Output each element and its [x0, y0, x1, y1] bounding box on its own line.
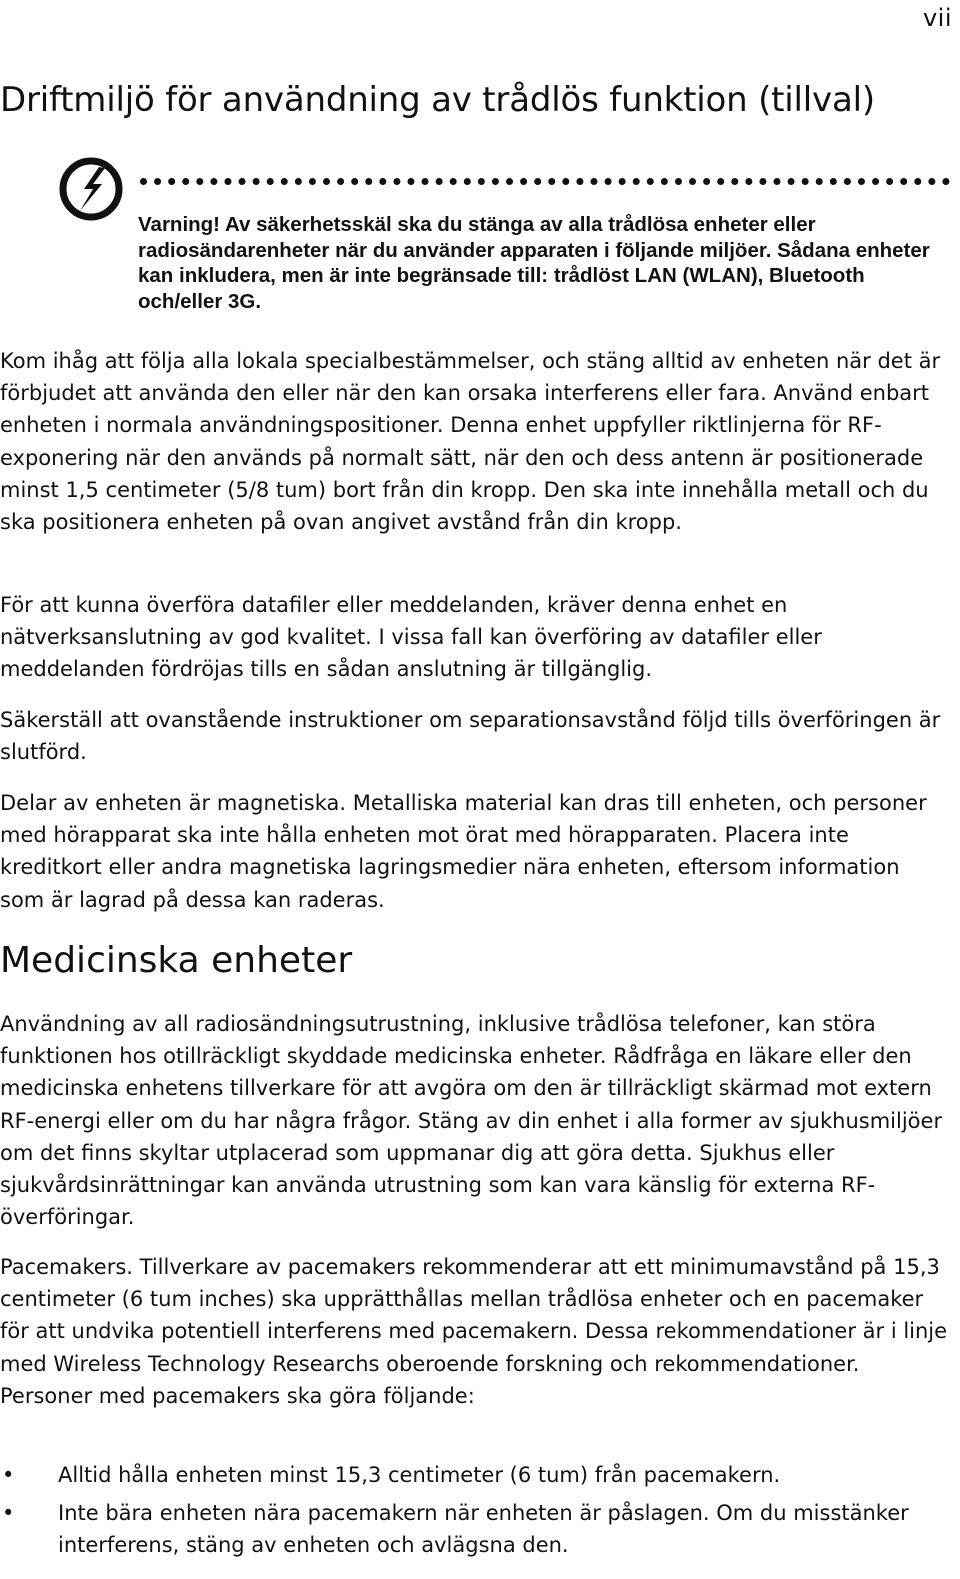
paragraph-magnetic-parts: Delar av enheten är magnetiska. Metalliska material kan dras till enheten, och personer med hörapparat ska inte hålla enheten mot örat med hörapparaten. Placera inte kreditkort eller andra magnetiska lagringsmedier nära enheten, eftersom information som är lagrad på dessa kan raderas. [0, 791, 927, 912]
bullet-icon: • [2, 1501, 15, 1526]
list-item-text: Alltid hålla enheten minst 15,3 centimeter (6 tum) från pacemakern. [58, 1463, 781, 1487]
page-title: Driftmiljö för användning av trådlös funktion (tillval) [0, 80, 875, 120]
section-heading-medical: Medicinska enheter [0, 940, 353, 981]
list-item [0, 1497, 950, 1561]
warning-lightning-icon [58, 156, 124, 222]
list-item [0, 1459, 950, 1491]
paragraph-separation-distance: Säkerställ att ovanstående instruktioner om separationsavstånd följd tills överföringen är slutförd. [0, 708, 941, 765]
list-item-text: Inte bära enheten nära pacemakern när enheten är påslagen. Om du misstänker interferens, stäng av enheten och avlägsna den. [58, 1501, 909, 1558]
paragraph-local-regulations: Kom ihåg att följa alla lokala specialbestämmelser, och stäng alltid av enheten när det är förbjudet att använda den eller när den kan orsaka interferens eller fara. Använd enbart enheten i normala användningspositioner. Denna enhet uppfyller riktlinjerna för RF-exponering när den används på normalt sätt, när den och dess antenn är positionerade minst 1,5 centimeter (5/8 tum) bort från din kropp. Den ska inte innehålla metall och du ska positionera enheten på ovan angivet avstånd från din kropp. [0, 349, 941, 535]
paragraph-medical-devices: Användning av all radiosändningsutrustning, inklusive trådlösa telefoner, kan störa funktionen hos otillräckligt skyddade medicinska enheter. Rådfråga en läkare eller den medicinska enhetens tillverkare för att avgöra om den är tillräckligt skärmad mot extern RF-energi eller om du har några frågor. Stäng av din enhet i alla former av sjukhusmiljöer om det finns skyltar utplacerad som uppmanar dig att göra detta. Sjukhus eller sjukvårdsinrättningar kan använda utrustning som kan vara känslig för externa RF-överföringar. [0, 1012, 943, 1230]
warning-text: Varning! Av säkerhetsskäl ska du stänga av alla trådlösa enheter eller radiosändarenheter när du använder apparaten i följande miljöer. Sådana enheter kan inkludera, men är inte begränsade till: trådlöst LAN (WLAN), Bluetooth och/eller 3G. [138, 213, 930, 313]
paragraph-network-connection: För att kunna överföra datafiler eller meddelanden, kräver denna enhet en nätverksanslutning av god kvalitet. I vissa fall kan överföring av datafiler eller meddelanden fördröjas tills en sådan anslutning är tillgänglig. [0, 593, 822, 682]
bullet-icon: • [2, 1463, 15, 1487]
pacemaker-bullet-list [0, 1459, 950, 1568]
warning-divider [140, 178, 950, 185]
paragraph-pacemakers: Pacemakers. Tillverkare av pacemakers rekommenderar att ett minimumavstånd på 15,3 centimeter (6 tum inches) ska upprätthållas mellan trådlösa enheter och en pacemaker för att undvika potentiell interferens med pacemakern. Dessa rekommendationer är i linje med Wireless Technology Researchs oberoende forskning och rekommendationer. Personer med pacemakers ska göra följande: [0, 1255, 948, 1408]
page-number: vii [922, 4, 952, 32]
